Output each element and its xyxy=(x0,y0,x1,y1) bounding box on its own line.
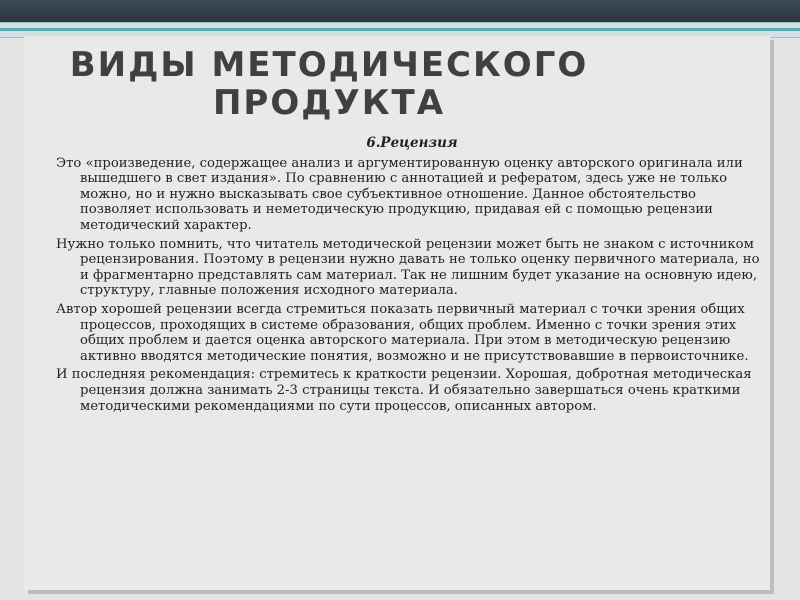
title-line-2: ПРОДУКТА xyxy=(212,83,446,123)
paragraph: Это «произведение, содержащее анализ и аргументированную оценку авторского оригинала или вышедшего в свет издания». По сравнению с аннотацией и рефератом, здесь уже не только можно, но и нужно высказывать свое субъективное отношение. Данное обстоятельство позволяет использовать и неметодическую продукцию, придавая ей с помощью рецензии методический характер. xyxy=(56,155,743,233)
section-subtitle: 6.Рецензия xyxy=(366,135,458,151)
slide-title xyxy=(24,46,634,122)
slide-body xyxy=(56,136,768,417)
title-line-1: ВИДЫ МЕТОДИЧЕСКОГО xyxy=(69,45,589,85)
paragraph: Нужно только помнить, что читатель методической рецензии может быть не знаком с источником рецензирования. Поэтому в рецензии нужно давать не только оценку первичного материала, но и фрагментарно представлять сам материал. Так не лишним будет указание на основную идею, структуру, главные положения исходного материала. xyxy=(56,236,760,299)
top-decor-bar xyxy=(0,0,800,22)
paragraph: Автор хорошей рецензии всегда стремиться показать первичный материал с точки зрения общих процессов, проходящих в системе образования, общих проблем. Именно с точки зрения этих общих проблем и дается оценка авторского материала. При этом в методическую рецензию активно вводятся методические понятия, возможно и не присутствовавшие в первоисточнике. xyxy=(56,301,749,364)
decor-line xyxy=(0,28,800,31)
slide xyxy=(24,36,770,590)
paragraph: И последняя рекомендация: стремитесь к краткости рецензии. Хорошая, добротная методическая рецензия должна занимать 2-3 страницы текста. И обязательно завершаться очень краткими методическими рекомендациями по сути процессов, описанных автором. xyxy=(56,367,752,414)
